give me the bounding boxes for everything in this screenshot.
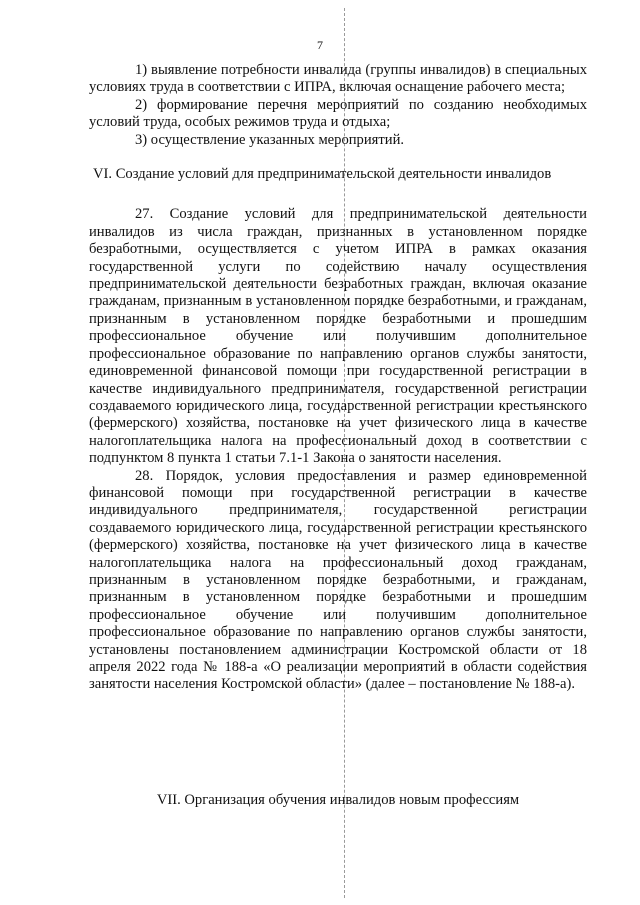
- document-body: [89, 62, 587, 694]
- list-item-1: 1) выявление потребности инвалида (группы инвалидов) в специальных условиях труда в соответствии с ИПРА, включая оснащение рабочего места;: [89, 62, 587, 96]
- page-number: 7: [317, 38, 323, 52]
- paragraph-28: 28. Порядок, условия предоставления и размер единовременной финансовой помощи при государственной регистрации в качестве индивидуального предпринимателя, государственной регистрации создаваемого юридического лица, государственной регистрации крестьянского (фермерского) хозяйства, постановке на учет физического лица в качестве налогоплательщика налога на профессиональный доход гражданам, признанным в установленном порядке безработными, и гражданам, признанным в установленном порядке безработными и прошедшим профессиональное обучение или получившим дополнительное профессиональное образование по направлению органов службы занятости, установлены постановлением администрации Костромской области от 18 апреля 2022 года № 188-а «О реализации мероприятий в области содействия занятости населения Костромской области» (далее – постановление № 188-а).: [89, 467, 587, 693]
- list-item-2: 2) формирование перечня мероприятий по созданию необходимых условий труда, особых режимов труда и отдыха;: [89, 96, 587, 131]
- paragraph-27: 27. Создание условий для предпринимательской деятельности инвалидов из числа граждан, признанных в установленном порядке безработными, осуществляется с учетом ИПРА в рамках оказания государственной услуги по содействию началу осуществления предпринимательской деятельности безработных граждан, включая оказание гражданам, признанным в установленном порядке безработными, и гражданам, признанным в установленном порядке безработными и прошедшим профессиональное обучение или получившим дополнительное профессиональное образование по направлению органов службы занятости, единовременной финансовой помощи при государственной регистрации в качестве индивидуального предпринимателя, государственной регистрации создаваемого юридического лица, государственной регистрации крестьянского (фермерского) хозяйства, постановке на учет физического лица в качестве налогоплательщика налога на профессиональный доход в соответствии с подпунктом 8 пункта 1 статьи 7.1-1 Закона о занятости населения.: [89, 206, 587, 467]
- list-item-3: 3) осуществление указанных мероприятий.: [135, 131, 405, 148]
- section-7-heading: VII. Организация обучения инвалидов новым профессиям: [156, 792, 520, 808]
- section-6-heading: VI. Создание условий для предпринимательской деятельности инвалидов: [93, 166, 552, 183]
